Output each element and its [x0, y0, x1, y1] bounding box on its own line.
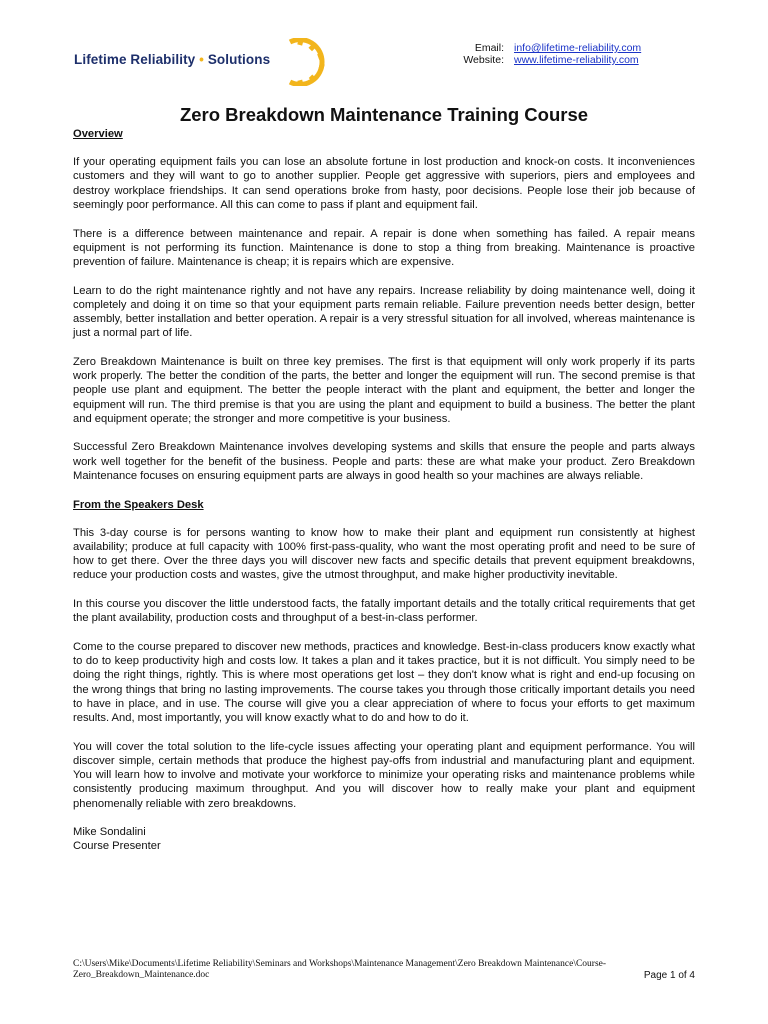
logo-text-main: Lifetime Reliability — [74, 52, 196, 67]
overview-paragraph: Learn to do the right maintenance rightly and not have any repairs. Increase reliability by doing maintenance well, doing it completely and doing it on time so that your equipment parts remain reliable. Failure prevention needs better design, better assembly, better installation and better operation. A repair is a very stressful situation for all involved, whereas maintenance is just a normal part of life. — [73, 284, 695, 340]
website-link[interactable]: www.lifetime-reliability.com — [514, 54, 639, 66]
document-title: Zero Breakdown Maintenance Training Course — [179, 104, 589, 125]
footer-file-path: C:\Users\Mike\Documents\Lifetime Reliability\Seminars and Workshops\Maintenance Management\Zero Breakdown Maintenance\Course-Zero_Breakdown_Maintenance.doc — [73, 959, 607, 980]
logo-text — [74, 52, 270, 67]
contact-block — [436, 42, 641, 66]
speakers-paragraph: Come to the course prepared to discover new methods, practices and knowledge. Best-in-class producers know exactly what to do to keep productivity high and costs low. It takes a plan and it takes practice, but it is not difficult. You simply need to be doing the right things, rightly. This is where most operations get lost – they don't know what is right and end-up focusing on the wrong things that bring no lasting improvements. The course takes you through those critically important details you need to have in place, and in use. The course will give you a clear appreciation of where to focus your efforts to get maximum results. And, most importantly, you will know exactly what to do and how to do it. — [73, 640, 695, 724]
email-link[interactable]: info@lifetime-reliability.com — [514, 42, 642, 54]
signature-name: Mike Sondalini — [73, 826, 146, 839]
overview-heading: Overview — [73, 128, 123, 140]
document-body — [73, 127, 695, 854]
website-label: Website: — [463, 54, 504, 66]
footer-page-number: Page 1 of 4 — [643, 970, 695, 981]
overview-paragraph: There is a difference between maintenance and repair. A repair is done when something has failed. A repair means equipment is not performing its function. Maintenance is done to stop a thing from breaking. Maintenance is proactive prevention of failure. Maintenance is cheap; it is repairs which are expensive. — [73, 227, 695, 268]
overview-paragraph: Zero Breakdown Maintenance is built on three key premises. The first is that equipment will only work properly if its parts work properly. The better the condition of the parts, the better and longer the equipment will run. The second premise is that people use plant and equipment. The better the people interact with the plant and equipment, the better and longer the equipment will run. The third premise is that you are using the plant and equipment to build a business. The better the plant and equipment operate; the stronger and more competitive is your business. — [73, 355, 695, 425]
logo-separator: • — [195, 52, 208, 67]
speakers-paragraph: You will cover the total solution to the life-cycle issues affecting your operating plant and equipment performance. You will discover simple, certain methods that produce the highest pay-offs from industrial and manufacturing plant and equipment. You will learn how to involve and motivate your workforce to minimize your operating risks and maintenance problems while consistently producing maximum throughput. And you will discover how to really make your plant and equipment phenomenally reliable with zero breakdowns. — [73, 740, 695, 810]
email-row — [436, 42, 641, 54]
speakers-paragraph: This 3-day course is for persons wanting to know how to make their plant and equipment run consistently at highest availability; produce at full capacity with 100% first-pass-quality, who want the most operating profit and need to be sure of how to get there. Over the three days you will discover new facts and specific details that prevent equipment breakdowns, reduce your production costs and wastes, give the utmost throughput, and make higher productivity inevitable. — [73, 526, 695, 582]
overview-paragraph: If your operating equipment fails you can lose an absolute fortune in lost production and knock-on costs. It inconveniences customers and they will want to go to another supplier. People get aggressive with superiors, piers and employees and destroy workplace friendships. It can send operations broke from hasty, poor decisions. People lose their job because of seemingly poor performance. All this can come to pass if plant and equipment fail. — [73, 156, 695, 211]
gear-logo-icon — [272, 38, 326, 86]
speakers-desk-heading: From the Speakers Desk — [73, 498, 204, 511]
website-row — [436, 54, 641, 66]
speakers-paragraph: In this course you discover the little understood facts, the fatally important details and the totally critical requirements that get the plant availability, production costs and throughput of a best-in-class performer. — [73, 598, 695, 625]
signature-role: Course Presenter — [73, 840, 161, 853]
logo-text-accent: Solutions — [207, 52, 271, 67]
company-logo — [72, 38, 332, 88]
overview-paragraph: Successful Zero Breakdown Maintenance involves developing systems and skills that ensure the people and parts always work well together for the benefit of the business. People and parts: these are what make your product. Zero Breakdown Maintenance focuses on ensuring equipment parts are always in good health so your machines are always reliable. — [73, 441, 695, 482]
email-label: Email: — [474, 42, 504, 54]
